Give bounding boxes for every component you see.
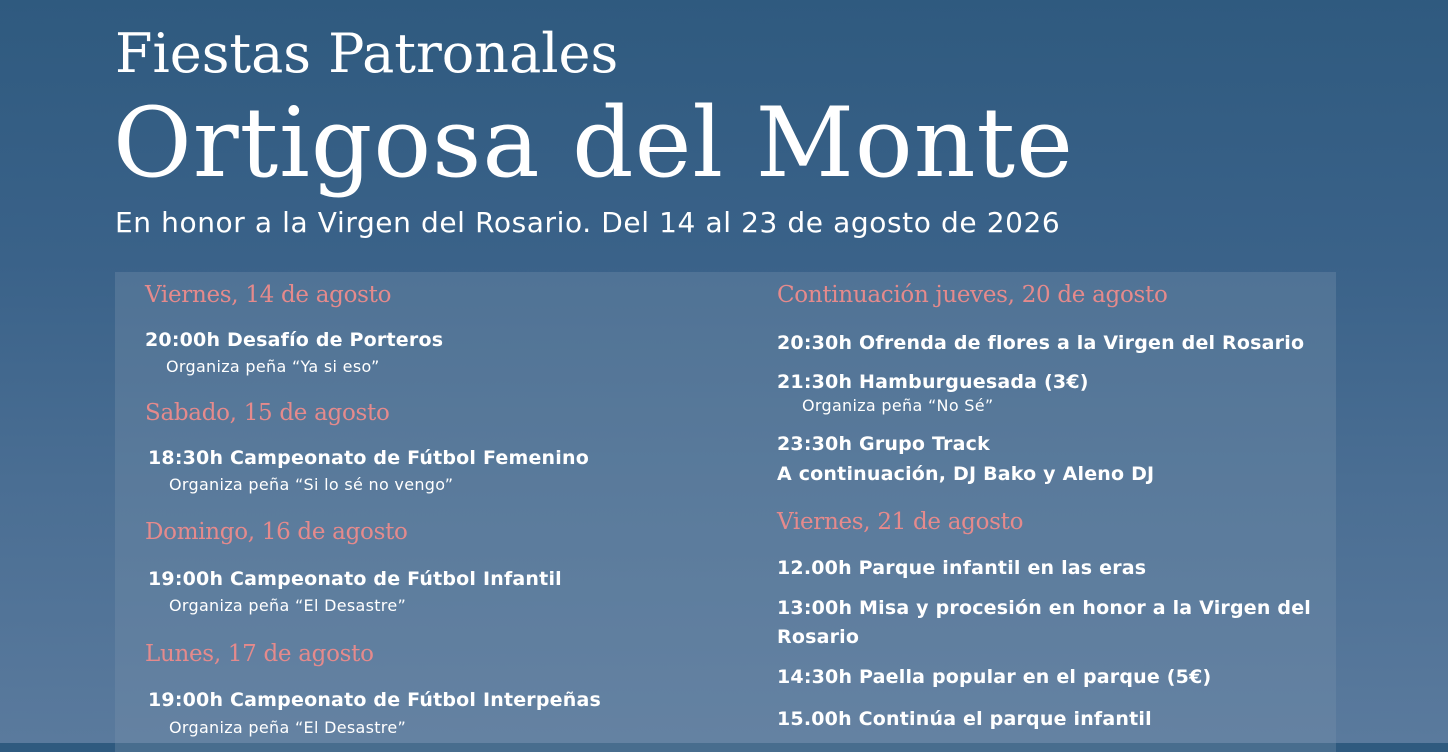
event-parque-continua: 15.00h Continúa el parque infantil bbox=[777, 708, 1152, 730]
day-heading-viernes-21: Viernes, 21 de agosto bbox=[777, 509, 1024, 535]
day-heading-sabado-15: Sabado, 15 de agosto bbox=[145, 400, 390, 426]
page-subtitle: En honor a la Virgen del Rosario. Del 14 al 23 de agosto de 2026 bbox=[115, 206, 1061, 239]
event-paella: 14:30h Paella popular en el parque (5€) bbox=[777, 666, 1212, 688]
event-futbol-interpenas: 19:00h Campeonato de Fútbol Interpeñas bbox=[148, 689, 602, 711]
event-grupo-track: 23:30h Grupo Track bbox=[777, 433, 990, 455]
event-desafio-porteros: 20:00h Desafío de Porteros bbox=[145, 329, 444, 351]
day-heading-jueves-20: Continuación jueves, 20 de agosto bbox=[777, 282, 1168, 308]
event-misa-procesion: 13:00h Misa y procesión en honor a la Virgen del bbox=[777, 597, 1312, 619]
event-futbol-femenino: 18:30h Campeonato de Fútbol Femenino bbox=[148, 447, 589, 469]
header-kicker: Fiestas Patronales bbox=[115, 22, 619, 85]
day-heading-lunes-17: Lunes, 17 de agosto bbox=[145, 641, 374, 667]
event-parque-infantil: 12.00h Parque infantil en las eras bbox=[777, 557, 1147, 579]
event-hamburguesada: 21:30h Hamburguesada (3€) bbox=[777, 371, 1089, 393]
event-organizer: Organiza peña “El Desastre” bbox=[169, 718, 407, 737]
event-organizer: Organiza peña “Si lo sé no vengo” bbox=[169, 475, 454, 494]
day-heading-viernes-14: Viernes, 14 de agosto bbox=[145, 282, 392, 308]
page-title: Ortigosa del Monte bbox=[113, 87, 1074, 199]
event-organizer: Organiza peña “El Desastre” bbox=[169, 596, 407, 615]
event-organizer: Organiza peña “Ya si eso” bbox=[166, 357, 380, 376]
event-dj: A continuación, DJ Bako y Aleno DJ bbox=[777, 463, 1155, 485]
day-heading-domingo-16: Domingo, 16 de agosto bbox=[145, 519, 408, 545]
event-misa-procesion-cont: Rosario bbox=[777, 626, 860, 648]
event-futbol-infantil: 19:00h Campeonato de Fútbol Infantil bbox=[148, 568, 562, 590]
event-organizer: Organiza peña “No Sé” bbox=[802, 396, 994, 415]
event-ofrenda: 20:30h Ofrenda de flores a la Virgen del Rosario bbox=[777, 332, 1305, 354]
